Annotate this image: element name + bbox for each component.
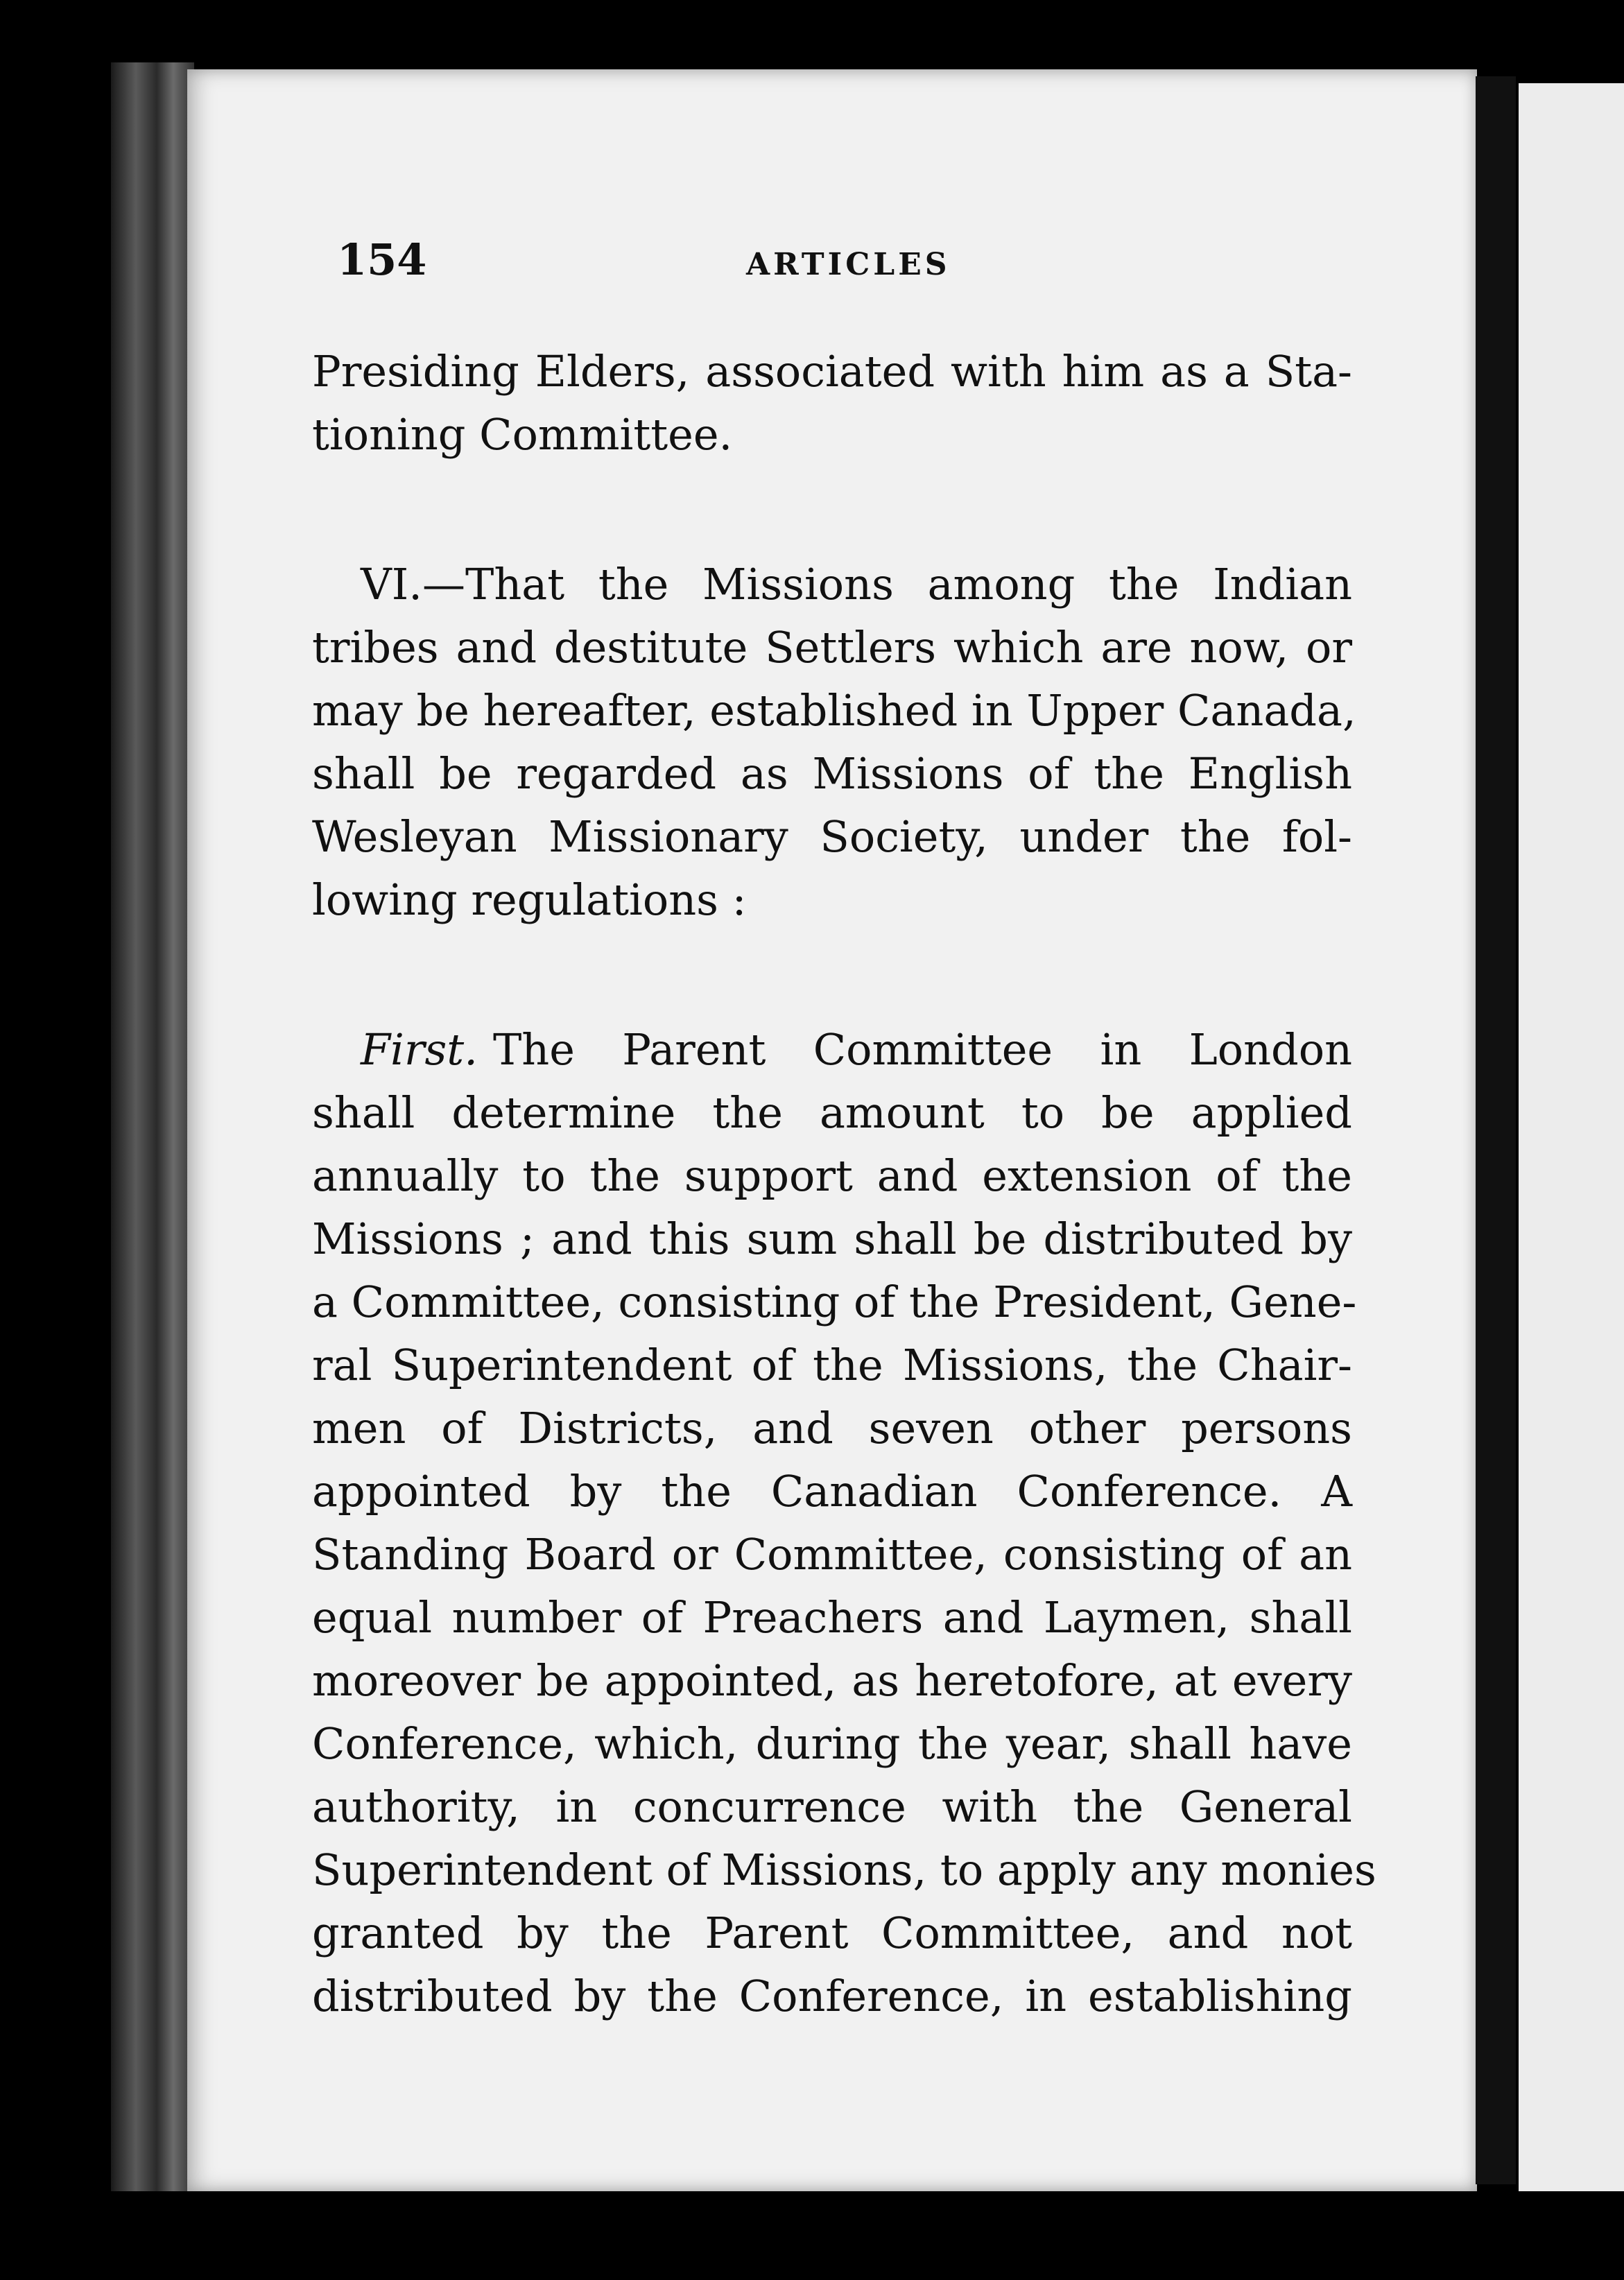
running-head: ARTICLES <box>746 247 951 282</box>
paragraph-gap <box>312 466 1352 553</box>
text-line: Presiding Elders, associated with him as a Sta- <box>312 346 1352 397</box>
page-header <box>337 229 1363 298</box>
page-gutter <box>1476 76 1516 2184</box>
text-line: authority, in concurrence with the General <box>312 1781 1352 1832</box>
text-line: VI.—That the Missions among the Indian <box>361 559 1352 610</box>
text-line: tioning Committee. <box>312 409 733 460</box>
page-number: 154 <box>337 234 427 285</box>
text-line: granted by the Parent Committee, and not <box>312 1908 1352 1958</box>
text-line: shall be regarded as Missions of the English <box>312 748 1352 799</box>
text-line: Wesleyan Missionary Society, under the fol- <box>312 811 1352 862</box>
text-line: annually to the support and extension of the <box>312 1150 1352 1201</box>
text-line: shall determine the amount to be applied <box>312 1087 1352 1138</box>
facing-page-edge <box>1519 83 1624 2191</box>
text-line: tribes and destitute Settlers which are now, or <box>312 622 1352 673</box>
text-line: moreover be appointed, as heretofore, at every <box>312 1655 1352 1706</box>
text-line: Missions ; and this sum shall be distributed by <box>312 1214 1352 1264</box>
text-line <box>312 1018 1352 1081</box>
text-line: Superintendent of Missions, to apply any monies <box>312 1845 1376 1895</box>
text-line-content: The Parent Committee in London <box>492 1024 1352 1075</box>
body-text <box>312 340 1376 2028</box>
text-line: ral Superintendent of the Missions, the Chair- <box>312 1340 1352 1390</box>
text-line: Conference, which, during the year, shall have <box>312 1718 1352 1769</box>
text-line: Standing Board or Committee, consisting of an <box>312 1529 1352 1580</box>
paragraph-gap <box>312 931 1352 1018</box>
paragraph-label: First. <box>361 1024 478 1075</box>
text-line: lowing regulations : <box>312 874 747 925</box>
book-spine <box>111 62 194 2191</box>
text-line: men of Districts, and seven other persons <box>312 1403 1352 1453</box>
text-line: equal number of Preachers and Laymen, shall <box>312 1592 1352 1643</box>
text-line: appointed by the Canadian Conference. A <box>312 1466 1352 1517</box>
text-line: a Committee, consisting of the President, Gene- <box>312 1277 1357 1327</box>
text-line: may be hereafter, established in Upper Canada, <box>312 685 1356 736</box>
text-line: distributed by the Conference, in establishing <box>312 1971 1352 2021</box>
